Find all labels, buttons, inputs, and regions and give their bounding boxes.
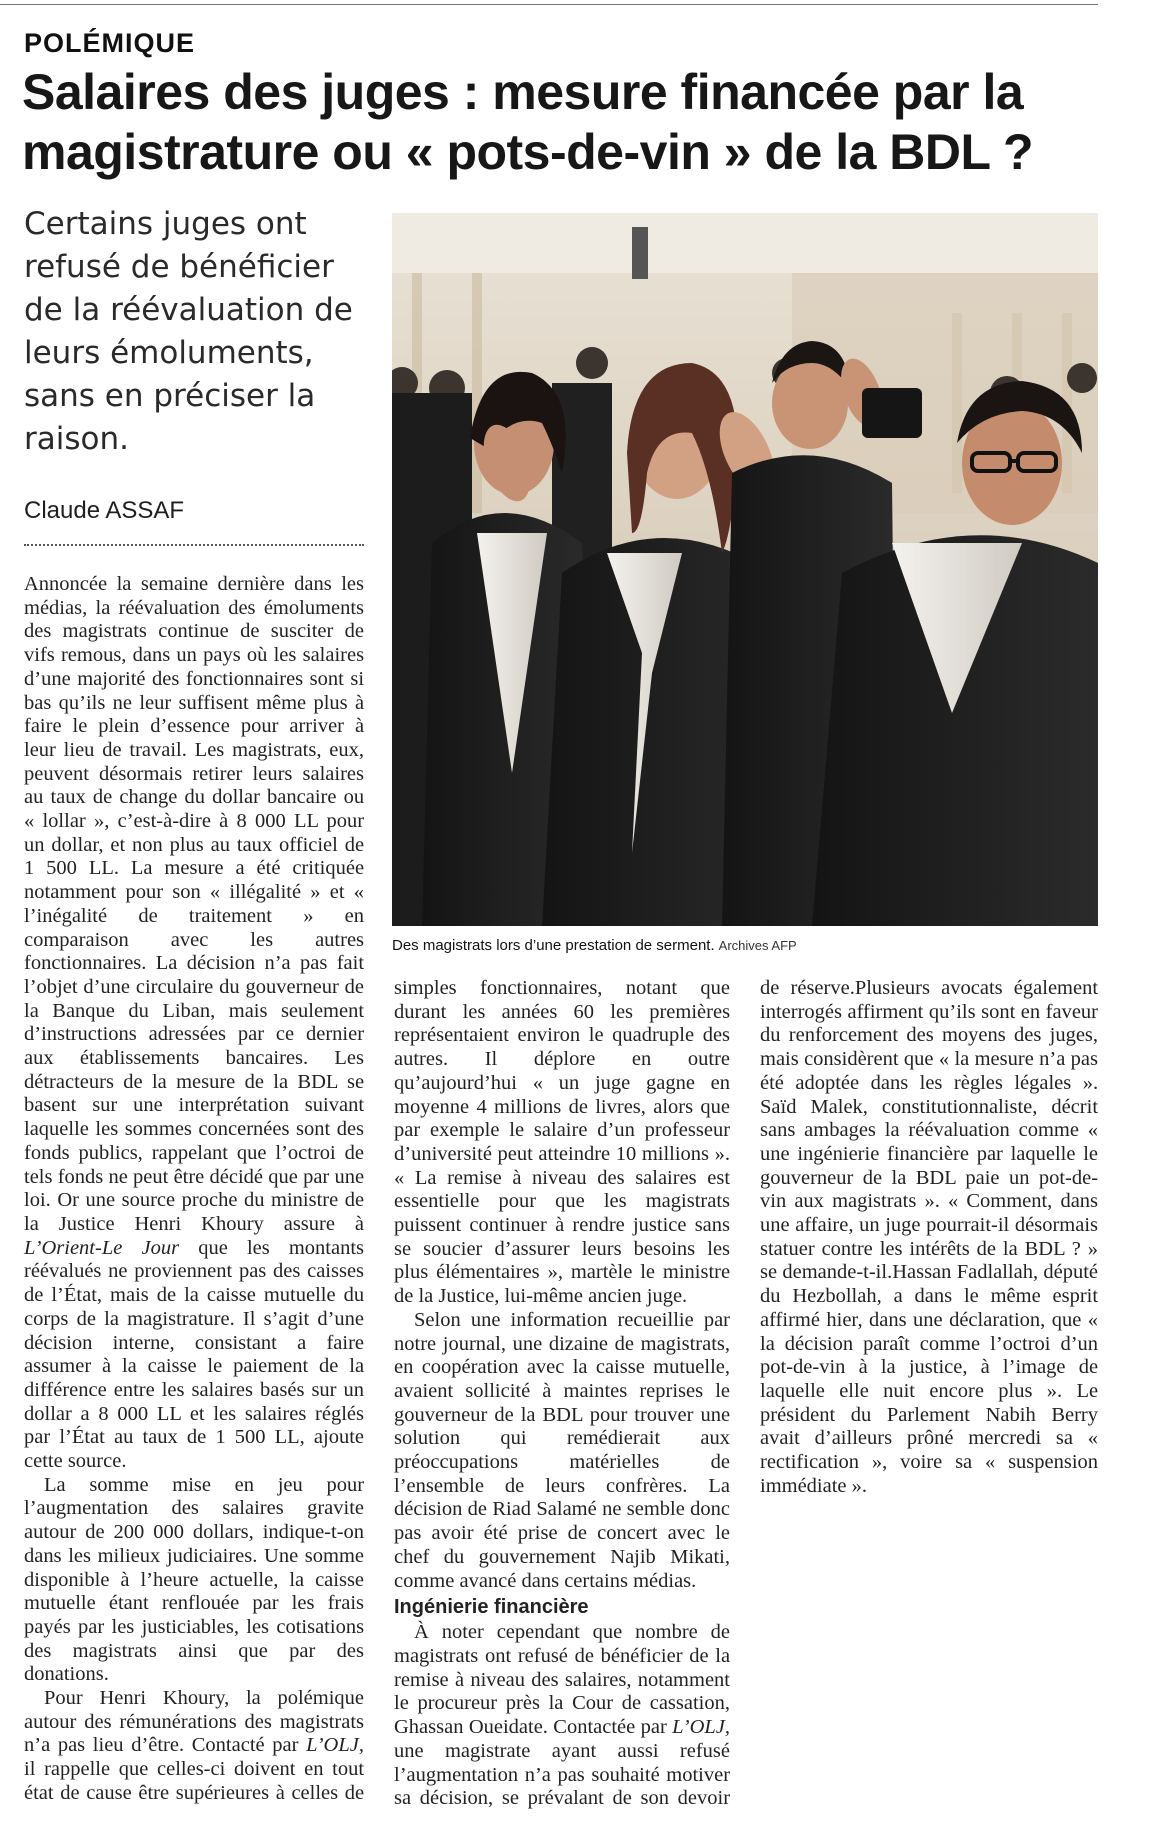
body-paragraph: La somme mise en jeu pour l’augmentation des salaires gravite autour de 200 000 dollars, indique-t-on dans les milieux judiciaires. Une somme disponible à l’heure actuelle, la caisse mutuelle étant renflouée par les frais payés par les justiciables, les cotisations des magistrats ainsi que par des donations. [24,1473,365,1686]
author-byline: Claude ASSAF [24,497,185,524]
magistrates-oath-photo [392,213,1098,926]
article-photo [392,213,1098,926]
section-kicker: POLÉMIQUE [24,28,196,58]
body-column-1 [24,573,364,1806]
body-paragraph: simples fonctionnaires, notant que durant les années 60 les premières représentaient environ le quadruple des autres. Il déplore en outre qu’aujourd’hui « un juge gagne en moyenne 4 millions de livres, alors que par exemple le salaire d’un professeur d’université peut atteindre 10 millions ». « La remise à niveau des salaires est essentielle pour que les magistrats puissent continuer à rendre justice sans se soucier d’assurer leurs besoins les plus élémentaires », martèle le ministre de la Justice, lui-même ancien juge. [394,977,731,1308]
body-column-2 [394,977,730,1811]
body-paragraph: Pour Henri Khoury, la polémique autour des rémunérations des magistrats n’a pas lieu d’être. Contacté par L’OLJ, il rappelle que celles-ci doivent en tout état de cause être supérieures à celles de [24,1687,365,1804]
dotted-separator [24,544,364,546]
article-headline: Salaires des juges : mesure financée par la magistrature ou « pots-de-vin » de la BDL ? [22,64,1034,180]
caption-text: Des magistrats lors d’une prestation de serment. [392,937,715,954]
body-column-3 [760,977,1098,1498]
article-standfirst: Certains juges ont refusé de bénéficier de la réévaluation de leurs émoluments, sans en préciser la raison. [24,206,353,457]
body-paragraph: Selon une information recueillie par notre journal, une dizaine de magistrats, en coopération avec la caisse mutuelle, avaient sollicité à maintes reprises le gouverneur de la BDL pour trouver une solution qui remédierait aux préoccupations matérielles de l’ensemble de leurs confrères. La décision de Riad Salamé ne semble donc pas avoir été prise de concert avec le chef du gouvernement Najib Mikati, comme avancé dans certains médias. [394,1308,731,1592]
body-paragraph: À noter cependant que nombre de magistrats ont refusé de bénéficier de la remise à niveau des salaires, notamment le procureur près la Cour de cassation, Ghassan Oueidate. Contactée par L’OLJ, une magistrate ayant aussi refusé l’augmentation n’a pas souhaité motiver sa décision, se prévalant de son devoir [394,1621,731,1810]
top-rule [0,4,1098,5]
body-paragraph: Annoncée la semaine dernière dans les médias, la réévaluation des émoluments des magistrats continue de susciter de vifs remous, dans un pays où les salaires d’une majorité des fonctionnaires sont si bas qu’ils ne leur suffisent même plus à faire le plein d’essence pour arriver à leur lieu de travail. Les magistrats, eux, peuvent désormais retirer leurs salaires au taux de change du dollar bancaire ou « lollar », c’est-à-dire à 8 000 LL pour un dollar, et non plus au taux officiel de 1 500 LL. La mesure a été critiquée notamment pour son « illégalité » et « l’inégalité de traitement » en comparaison avec les autres fonctionnaires. La décision n’a pas fait l’objet d’une circulaire du gouverneur de la Banque du Liban, mais seulement d’instructions adressées par ce dernier aux établissements bancaires. Les détracteurs de la mesure de la BDL se basent sur une interprétation suivant laquelle les sommes concernées sont des fonds publics, rappelant que l’octroi de tels fonds ne peut être décidé que par une loi. Or une source proche du ministre de la Justice Henri Khoury assure à L’Orient-Le Jour que les montants réévalués ne proviennent pas des caisses de l’État, mais de la caisse mutuelle du corps de la magistrature. Il s’agit d’une décision interne, consistant a faire assumer à la caisse le paiement de la différence entre les salaires basés sur un dollar a 8 000 LL et les salaires réglés par l’État au taux de 1 500 LL, ajoute cette source. [24,573,365,1473]
photo-caption [392,937,1098,954]
photo-credit: Archives AFP [718,938,797,953]
subheading: Ingénierie financière [394,1596,589,1619]
body-paragraph: de réserve.Plusieurs avocats également interrogés affirment qu’ils sont en faveur du renforcement des moyens des juges, mais considèrent que « la mesure n’a pas été adoptée dans les règles légales ». Saïd Malek, constitutionnaliste, décrit sans ambages la réévaluation comme « une ingénierie financière par laquelle le gouverneur de la BDL paie un pot-de-vin aux magistrats ». « Comment, dans une affaire, un juge pourrait-il désormais statuer contre les intérêts de la BDL ? » se demande-t-il.Hassan Fadlallah, député du Hezbollah, a dans le même esprit affirmé hier, dans une déclaration, que « la décision paraît comme l’octroi d’un pot-de-vin à la justice, à l’image de laquelle elle nuit encore plus ». Le président du Parlement Nabih Berry avait d’ailleurs prôné mercredi sa « rectification », voire sa « suspension immédiate ». [760,977,1099,1497]
